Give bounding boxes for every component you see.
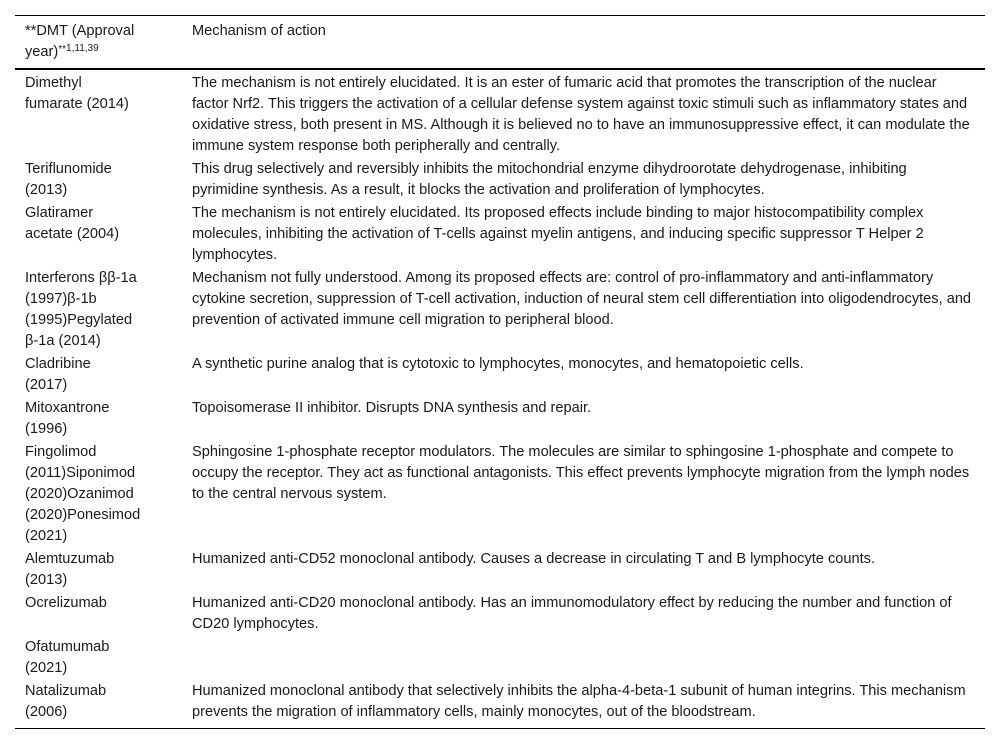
drug-name-line: (2021): [25, 528, 68, 544]
drug-cell: [15, 636, 182, 680]
drug-name-line: (2020)Ponesimod: [25, 507, 141, 523]
drug-cell: [15, 202, 182, 267]
dmt-mechanism-table: [15, 15, 985, 729]
header-row: [15, 16, 985, 70]
drug-name-line: Fingolimod: [25, 444, 97, 460]
mechanism-cell: Humanized anti-CD52 monoclonal antibody. Causes a decrease in circulating T and B lymphocyte counts.: [192, 551, 876, 567]
drug-name-line: (2013): [25, 182, 68, 198]
table-row: [15, 680, 985, 729]
drug-cell: [15, 548, 182, 592]
mechanism-cell: The mechanism is not entirely elucidated. Its proposed effects include binding to major histocompatibility complex molecules, inhibiting the activation of T-cells against myelin antigens, and inducing specific suppressor T Helper 2 lymphocytes.: [192, 205, 924, 263]
table-header: [15, 16, 985, 70]
mechanism-cell: The mechanism is not entirely elucidated. It is an ester of fumaric acid that promotes the transcription of the nuclear factor Nrf2. This triggers the activation of a cellular defense system against toxic stimuli such as inflammatory states and oxidative stress, both present in MS. Although it is believed no to have an immunosuppressive effect, it can modulate the immune system response both peripherally and centrally.: [192, 75, 970, 154]
drug-cell: [15, 267, 182, 353]
mechanism-cell: Topoisomerase II inhibitor. Disrupts DNA synthesis and repair.: [192, 400, 592, 416]
drug-name-line: Interferons ββ-1a: [25, 270, 137, 286]
table-row: [15, 267, 985, 353]
table-row: [15, 397, 985, 441]
mechanism-cell: Humanized monoclonal antibody that selectively inhibits the alpha-4-beta-1 subunit of human integrins. This mechanism prevents the migration of inflammatory cells, mainly monocytes, out of the bloodstream.: [192, 683, 966, 720]
table-row: [15, 636, 985, 680]
header-drug-line2: year): [25, 44, 59, 60]
table-row: [15, 69, 985, 158]
drug-name-line: (2020)Ozanimod: [25, 486, 134, 502]
drug-name-line: (2011)Siponimod: [25, 465, 136, 481]
drug-name-line: (2013): [25, 572, 68, 588]
mechanism-cell: [182, 636, 985, 680]
drug-cell: [15, 592, 182, 636]
header-drug-line1: **DMT (Approval: [25, 23, 135, 39]
table-row: [15, 202, 985, 267]
drug-name-line: fumarate (2014): [25, 96, 129, 112]
drug-name-line: Alemtuzumab: [25, 551, 115, 567]
table-row: [15, 158, 985, 202]
table-row: [15, 548, 985, 592]
drug-name-line: (2021): [25, 660, 68, 676]
drug-name-line: (2017): [25, 377, 68, 393]
drug-name-line: Ofatumumab: [25, 639, 110, 655]
drug-name-line: acetate (2004): [25, 226, 120, 242]
drug-name-line: (2006): [25, 704, 68, 720]
drug-name-line: Dimethyl: [25, 75, 82, 91]
drug-cell: [15, 158, 182, 202]
header-mechanism-column: Mechanism of action: [192, 23, 326, 39]
table-row: [15, 441, 985, 548]
dmt-mechanism-table-container: [15, 15, 985, 729]
header-drug-stars: **: [58, 44, 67, 55]
table-row: [15, 592, 985, 636]
table-row: [15, 353, 985, 397]
drug-name-line: (1996): [25, 421, 68, 437]
drug-name-line: Ocrelizumab: [25, 595, 107, 611]
drug-name-line: (1995)Pegylated: [25, 312, 133, 328]
mechanism-cell: This drug selectively and reversibly inhibits the mitochondrial enzyme dihydroorotate dehydrogenase, inhibiting pyrimidine synthesis. As a result, it blocks the activation and proliferation of lymphocytes.: [192, 161, 907, 198]
drug-cell: [15, 69, 182, 158]
mechanism-cell: Mechanism not fully understood. Among its proposed effects are: control of pro-inflammatory and anti-inflammatory cytokine secretion, suppression of T-cell activation, induction of neural stem cell differentiation into oligodendrocytes, and prevention of activated immune cell migration to peripheral blood.: [192, 270, 972, 328]
drug-name-line: Glatiramer: [25, 205, 94, 221]
drug-name-line: Cladribine: [25, 356, 91, 372]
drug-name-line: β-1a (2014): [25, 333, 101, 349]
header-drug-references: 1,11,39: [66, 43, 99, 54]
drug-cell: [15, 441, 182, 548]
mechanism-cell: A synthetic purine analog that is cytotoxic to lymphocytes, monocytes, and hematopoietic cells.: [192, 356, 804, 372]
drug-name-line: Mitoxantrone: [25, 400, 110, 416]
header-drug-column: [15, 16, 182, 70]
mechanism-cell: Sphingosine 1-phosphate receptor modulators. The molecules are similar to sphingosine 1-phosphate and compete to occupy the receptor. They act as functional antagonists. This effect prevents lymphocyte migration from the lymph nodes to the central nervous system.: [192, 444, 970, 502]
mechanism-cell: Humanized anti-CD20 monoclonal antibody. Has an immunomodulatory effect by reducing the number and function of CD20 lymphocytes.: [192, 595, 952, 632]
table-body: [15, 69, 985, 729]
drug-cell: [15, 397, 182, 441]
drug-cell: [15, 680, 182, 729]
drug-cell: [15, 353, 182, 397]
drug-name-line: Teriflunomide: [25, 161, 112, 177]
drug-name-line: Natalizumab: [25, 683, 107, 699]
drug-name-line: (1997)β-1b: [25, 291, 97, 307]
